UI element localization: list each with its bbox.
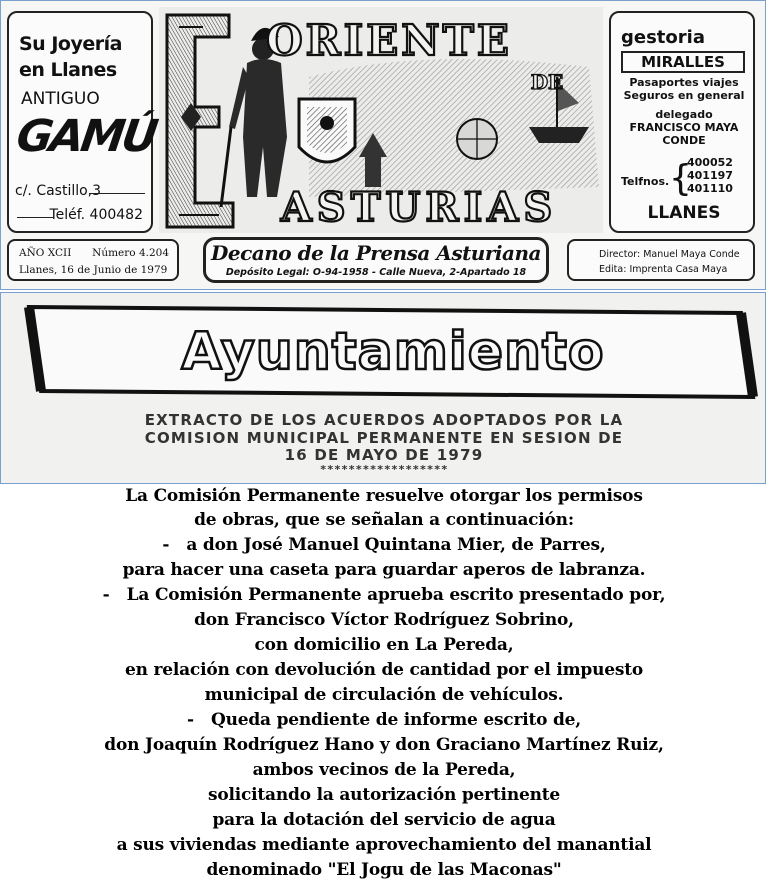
text-line: don Joaquín Rodríguez Hano y don Graciano Martínez Ruiz, [104, 735, 664, 755]
text-line: - La Comisión Permanente aprueba escrito presentado por, [102, 585, 666, 605]
publisher: Edita: Imprenta Casa Maya [599, 264, 728, 275]
tagline-box [203, 237, 549, 283]
tagline: Decano de la Prensa Asturiana [211, 241, 541, 265]
text-line: de obras, que se señalan a continuación: [194, 510, 574, 530]
divider [89, 193, 145, 194]
director: Director: Manuel Maya Conde [599, 249, 740, 260]
editorial-info [567, 239, 755, 281]
text-line: municipal de circulación de vehículos. [204, 685, 564, 705]
text-line: don Francisco Víctor Rodríguez Sobrino, [194, 610, 574, 630]
text-line: a sus viviendas mediante aprovechamiento del manantial [116, 835, 652, 855]
text-line: en relación con devolución de cantidad por el impuesto [124, 660, 644, 680]
star-divider: ****************** [319, 463, 449, 476]
issue-date: Llanes, 16 de Junio de 1979 [19, 264, 168, 276]
text-line: con domicilio en La Pereda, [254, 635, 514, 655]
issue-number: Número 4.204 [92, 247, 169, 259]
text-line: - Queda pendiente de informe escrito de, [186, 710, 582, 730]
ad-phone: Teléf. 400482 [49, 207, 143, 223]
ad-line: en Llanes [19, 59, 117, 81]
ad-line: FRANCISCO MAYA [629, 121, 739, 134]
text-line: La Comisión Permanente resuelve otorgar los permisos [125, 486, 643, 506]
ad-phone: 401197 [687, 169, 733, 182]
ad-phone-label: Telfnos. [621, 175, 670, 188]
text-line: - a don José Manuel Quintana Mier, de Parres, [162, 535, 606, 555]
ad-line: CONDE [662, 134, 706, 147]
text-line: ambos vecinos de la Pereda, [252, 760, 516, 780]
text-line: denominado "El Jogu de las Maconas" [206, 860, 562, 880]
text-line: solicitando la autorización pertinente [207, 785, 561, 805]
issue-year: AÑO XCII [19, 247, 72, 259]
brace-glyph: { [669, 158, 692, 199]
ad-line: delegado [655, 108, 713, 121]
ad-service: Seguros en general [623, 89, 745, 102]
ad-address: c/. Castillo,3 [15, 183, 102, 199]
text-line: para la dotación del servicio de agua [212, 810, 556, 830]
jewelry-brand-logo: GAMÚ [13, 111, 159, 162]
masthead-illustration [159, 7, 603, 233]
ad-line: gestoria [621, 27, 705, 48]
extract-line: 16 DE MAYO DE 1979 [284, 446, 484, 464]
ad-line: Su Joyería [19, 33, 122, 55]
ad-phone: 401110 [687, 182, 733, 195]
gestoria-name: MIRALLES [621, 51, 745, 73]
issue-info [7, 239, 179, 281]
newspaper-masthead [0, 0, 766, 290]
masthead-title-de: DE [530, 70, 564, 94]
jewelry-ad [7, 11, 159, 233]
ad-service: Pasaportes viajes [629, 76, 739, 89]
section-header [0, 292, 766, 484]
section-title: Ayuntamiento [181, 322, 605, 382]
masthead-title-oriente: ORIENTE [266, 16, 512, 65]
extract-line: COMISION MUNICIPAL PERMANENTE EN SESION DE [144, 429, 624, 447]
extract-line: EXTRACTO DE LOS ACUERDOS ADOPTADOS POR LA [144, 411, 624, 429]
divider [17, 217, 53, 218]
ad-phone: 400052 [687, 156, 733, 169]
ad-line: ANTIGUO [21, 89, 100, 109]
text-line: para hacer una caseta para guardar aperos de labranza. [122, 560, 646, 580]
gestoria-ad [609, 11, 755, 233]
deposit-info: Depósito Legal: O-94-1958 - Calle Nueva, 2-Apartado 18 [225, 267, 527, 278]
ad-town: LLANES [647, 203, 721, 223]
masthead-title-asturias: ASTURIAS [280, 184, 558, 231]
